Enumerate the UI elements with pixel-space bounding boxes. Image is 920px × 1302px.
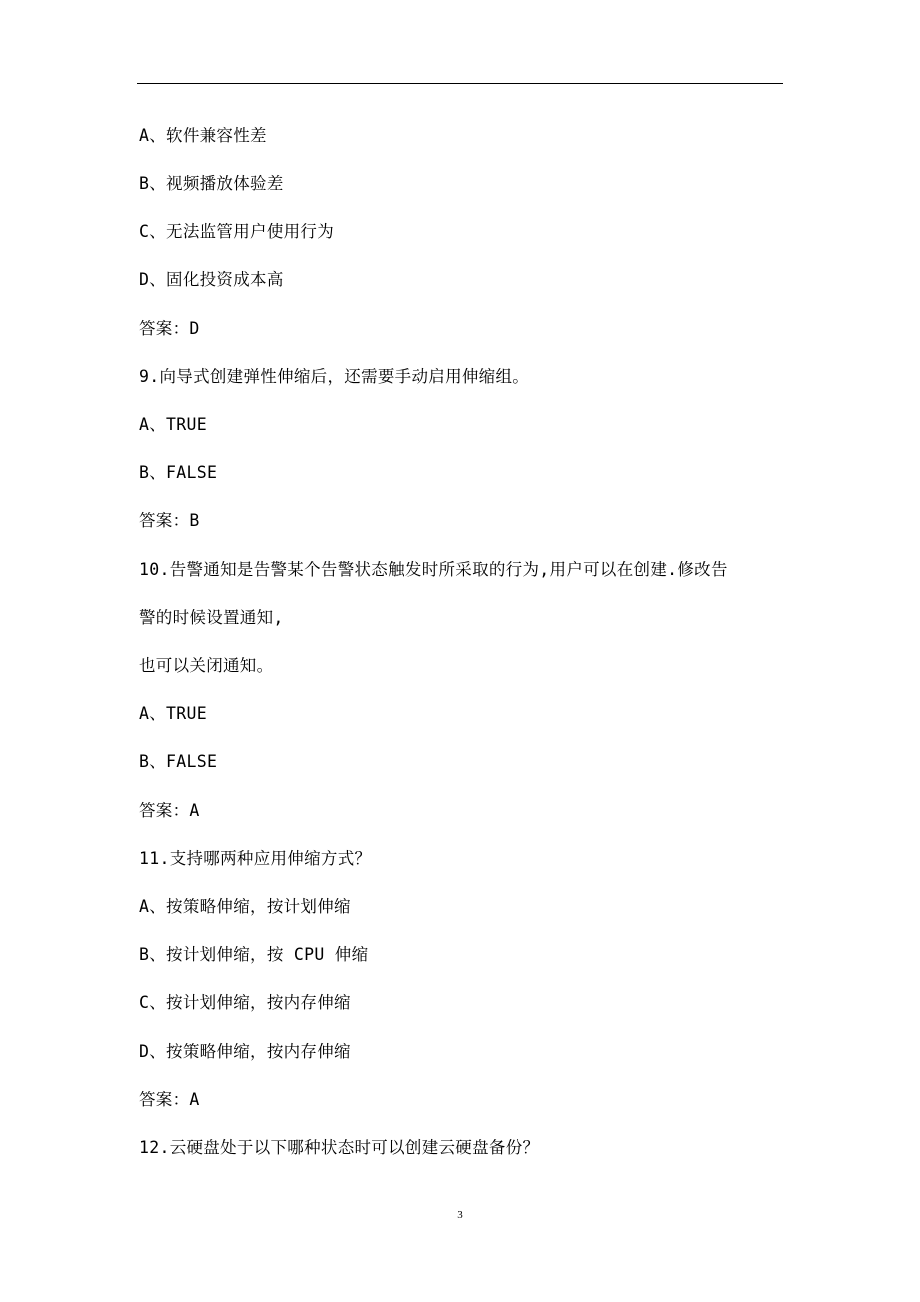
option-a-q9: A、TRUE xyxy=(139,415,207,434)
question-11: 11.支持哪两种应用伸缩方式？ xyxy=(139,849,372,868)
option-d-q11: D、按策略伸缩，按内存伸缩 xyxy=(139,1042,351,1061)
option-a-q11: A、按策略伸缩，按计划伸缩 xyxy=(139,897,351,916)
question-10-line-1: 10.告警通知是告警某个告警状态触发时所采取的行为,用户可以在创建.修改告 xyxy=(139,560,728,579)
option-b-q8: B、视频播放体验差 xyxy=(139,174,284,193)
question-12: 12.云硬盘处于以下哪种状态时可以创建云硬盘备份？ xyxy=(139,1138,540,1157)
question-10-line-2: 警的时候设置通知, xyxy=(139,608,284,627)
option-a-q8: A、软件兼容性差 xyxy=(139,126,267,145)
question-10-line-3: 也可以关闭通知。 xyxy=(139,656,274,675)
option-b-q10: B、FALSE xyxy=(139,752,218,771)
option-b-q11: B、按计划伸缩，按 CPU 伸缩 xyxy=(139,945,369,964)
option-d-q8: D、固化投资成本高 xyxy=(139,270,284,289)
question-9: 9.向导式创建弹性伸缩后，还需要手动启用伸缩组。 xyxy=(139,367,530,386)
answer-q10: 答案：A xyxy=(139,801,200,820)
header-rule xyxy=(137,83,783,84)
option-c-q8: C、无法监管用户使用行为 xyxy=(139,222,335,241)
page-number: 3 xyxy=(457,1209,463,1221)
option-a-q10: A、TRUE xyxy=(139,704,207,723)
answer-q9: 答案：B xyxy=(139,511,200,530)
option-c-q11: C、按计划伸缩，按内存伸缩 xyxy=(139,993,351,1012)
answer-q8: 答案：D xyxy=(139,319,200,338)
answer-q11: 答案：A xyxy=(139,1090,200,1109)
option-b-q9: B、FALSE xyxy=(139,463,218,482)
